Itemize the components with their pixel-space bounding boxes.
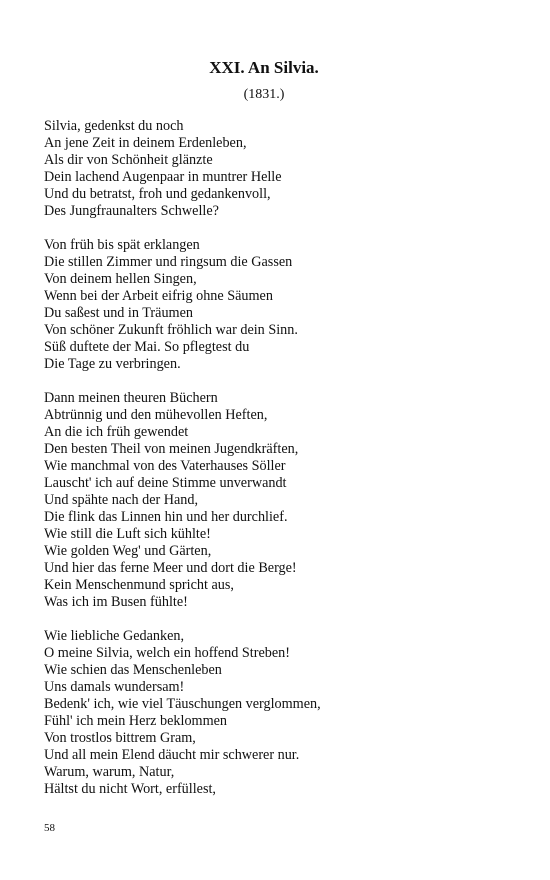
poem-line: Wie golden Weg' und Gärten, bbox=[44, 543, 212, 559]
poem-line: Was ich im Busen fühlte! bbox=[44, 594, 188, 610]
stanza bbox=[44, 390, 524, 611]
poem-line: Von schöner Zukunft fröhlich war dein Sinn. bbox=[44, 322, 298, 338]
poem-line: Und du betratst, froh und gedankenvoll, bbox=[44, 186, 271, 202]
poem-date: (1831.) bbox=[243, 87, 285, 102]
poem-body bbox=[44, 118, 524, 815]
poem-line: Wie manchmal von des Vaterhauses Söller bbox=[44, 458, 286, 474]
stanza bbox=[44, 628, 524, 798]
poem-line: Süß duftete der Mai. So pflegtest du bbox=[44, 339, 250, 355]
poem-line: Die flink das Linnen hin und her durchlief. bbox=[44, 509, 288, 525]
poem-line: Du saßest und in Träumen bbox=[44, 305, 193, 321]
poem-line: Fühl' ich mein Herz beklommen bbox=[44, 713, 228, 729]
poem-line: Die Tage zu verbringen. bbox=[44, 356, 181, 372]
poem-line: Von trostlos bittrem Gram, bbox=[44, 730, 196, 746]
poem-line: An die ich früh gewendet bbox=[44, 424, 189, 440]
page-number: 58 bbox=[44, 822, 55, 834]
poem-line: Von deinem hellen Singen, bbox=[44, 271, 197, 287]
poem-line: Des Jungfraunalters Schwelle? bbox=[44, 203, 219, 219]
poem-line: Wenn bei der Arbeit eifrig ohne Säumen bbox=[44, 288, 273, 304]
poem-line: Dann meinen theuren Büchern bbox=[44, 390, 218, 406]
poem-line: Und all mein Elend däucht mir schwerer nur. bbox=[44, 747, 300, 763]
poem-line: Lauscht' ich auf deine Stimme unverwandt bbox=[44, 475, 287, 491]
poem-line: Und spähte nach der Hand, bbox=[44, 492, 199, 508]
poem-line: Den besten Theil von meinen Jugendkräften, bbox=[44, 441, 299, 457]
poem-line: Hältst du nicht Wort, erfüllest, bbox=[44, 781, 216, 797]
poem-line: Wie schien das Menschenleben bbox=[44, 662, 222, 678]
poem-line: Die stillen Zimmer und ringsum die Gassen bbox=[44, 254, 293, 270]
poem-line: Und hier das ferne Meer und dort die Berge! bbox=[44, 560, 297, 576]
poem-title: XXI. An Silvia. bbox=[209, 58, 319, 77]
poem-line: Kein Menschenmund spricht aus, bbox=[44, 577, 234, 593]
poem-line: Von früh bis spät erklangen bbox=[44, 237, 200, 253]
poem-line: Wie liebliche Gedanken, bbox=[44, 628, 185, 644]
poem-line: Abtrünnig und den mühevollen Heften, bbox=[44, 407, 268, 423]
poem-line: Als dir von Schönheit glänzte bbox=[44, 152, 213, 168]
poem-line: Dein lachend Augenpaar in muntrer Helle bbox=[44, 169, 282, 185]
poem-line: Uns damals wundersam! bbox=[44, 679, 185, 695]
poem-line: Bedenk' ich, wie viel Täuschungen verglommen, bbox=[44, 696, 321, 712]
poem-line: An jene Zeit in deinem Erdenleben, bbox=[44, 135, 247, 151]
stanza bbox=[44, 237, 524, 373]
stanza bbox=[44, 118, 524, 220]
poem-line: Warum, warum, Natur, bbox=[44, 764, 175, 780]
poem-line: Silvia, gedenkst du noch bbox=[44, 118, 184, 134]
poem-line: Wie still die Luft sich kühlte! bbox=[44, 526, 211, 542]
poem-line: O meine Silvia, welch ein hoffend Streben! bbox=[44, 645, 290, 661]
